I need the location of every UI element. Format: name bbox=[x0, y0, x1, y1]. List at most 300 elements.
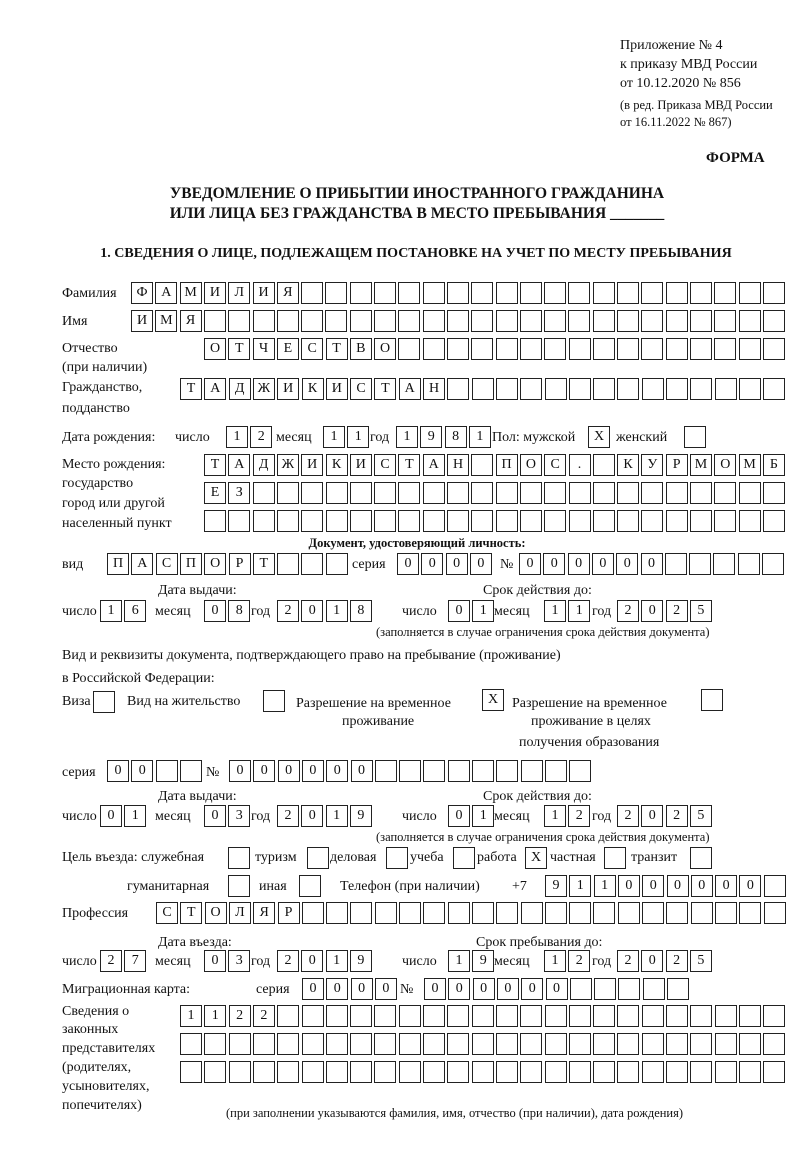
char-box[interactable]: 2 bbox=[617, 600, 639, 622]
char-box[interactable] bbox=[375, 902, 397, 924]
char-box[interactable] bbox=[642, 378, 664, 400]
char-box[interactable]: 0 bbox=[351, 978, 373, 1000]
char-box[interactable]: 0 bbox=[616, 553, 638, 575]
char-box[interactable] bbox=[253, 1033, 275, 1055]
char-box[interactable]: Н bbox=[423, 378, 445, 400]
char-box[interactable] bbox=[520, 338, 542, 360]
char-box[interactable] bbox=[423, 760, 445, 782]
char-box[interactable]: 0 bbox=[326, 760, 348, 782]
char-box[interactable] bbox=[641, 310, 663, 332]
char-box[interactable] bbox=[762, 553, 784, 575]
char-box[interactable] bbox=[641, 482, 663, 504]
char-box[interactable]: У bbox=[641, 454, 663, 476]
char-box[interactable] bbox=[593, 282, 615, 304]
char-box[interactable] bbox=[666, 282, 688, 304]
char-box[interactable] bbox=[277, 310, 299, 332]
char-box[interactable] bbox=[350, 1061, 372, 1083]
char-box[interactable]: П bbox=[496, 454, 518, 476]
char-box[interactable] bbox=[618, 902, 640, 924]
char-box[interactable]: 0 bbox=[448, 805, 470, 827]
char-box[interactable] bbox=[641, 282, 663, 304]
char-box[interactable]: 0 bbox=[543, 553, 565, 575]
char-box[interactable] bbox=[423, 282, 445, 304]
char-box[interactable] bbox=[423, 902, 445, 924]
char-box[interactable] bbox=[666, 1061, 688, 1083]
char-box[interactable] bbox=[715, 378, 737, 400]
char-box[interactable]: 2 bbox=[277, 600, 299, 622]
char-box[interactable] bbox=[277, 1033, 299, 1055]
char-box[interactable]: Т bbox=[204, 454, 226, 476]
char-box[interactable] bbox=[448, 760, 470, 782]
char-box[interactable]: 8 bbox=[445, 426, 467, 448]
char-box[interactable] bbox=[617, 338, 639, 360]
char-box[interactable]: 0 bbox=[131, 760, 153, 782]
char-box[interactable] bbox=[253, 482, 275, 504]
char-box[interactable] bbox=[398, 338, 420, 360]
char-box[interactable] bbox=[386, 847, 408, 869]
char-box[interactable]: П bbox=[180, 553, 202, 575]
char-box[interactable]: О bbox=[204, 338, 226, 360]
char-box[interactable]: 0 bbox=[351, 760, 373, 782]
char-box[interactable]: А bbox=[131, 553, 153, 575]
char-box[interactable] bbox=[545, 1061, 567, 1083]
char-box[interactable] bbox=[399, 1033, 421, 1055]
char-box[interactable] bbox=[496, 310, 518, 332]
char-box[interactable]: 1 bbox=[568, 600, 590, 622]
char-box[interactable]: К bbox=[617, 454, 639, 476]
char-box[interactable]: 0 bbox=[253, 760, 275, 782]
char-box[interactable]: О bbox=[204, 553, 226, 575]
char-box[interactable] bbox=[496, 902, 518, 924]
char-box[interactable] bbox=[447, 1061, 469, 1083]
char-box[interactable] bbox=[689, 553, 711, 575]
char-box[interactable] bbox=[301, 282, 323, 304]
char-box[interactable] bbox=[228, 310, 250, 332]
char-box[interactable]: 9 bbox=[350, 950, 372, 972]
char-box[interactable]: Я bbox=[253, 902, 275, 924]
char-box[interactable]: 9 bbox=[350, 805, 372, 827]
char-box[interactable] bbox=[447, 482, 469, 504]
char-box[interactable] bbox=[423, 310, 445, 332]
char-box[interactable]: 2 bbox=[666, 805, 688, 827]
char-box[interactable]: Б bbox=[763, 454, 785, 476]
char-box[interactable]: 0 bbox=[715, 875, 737, 897]
char-box[interactable]: Т bbox=[180, 378, 202, 400]
char-box[interactable] bbox=[593, 378, 615, 400]
char-box[interactable] bbox=[641, 338, 663, 360]
char-box[interactable]: Т bbox=[326, 338, 348, 360]
char-box[interactable] bbox=[593, 1033, 615, 1055]
char-box[interactable] bbox=[690, 282, 712, 304]
char-box[interactable] bbox=[568, 282, 590, 304]
char-box[interactable] bbox=[156, 760, 178, 782]
char-box[interactable] bbox=[350, 902, 372, 924]
char-box[interactable]: 0 bbox=[691, 875, 713, 897]
char-box[interactable] bbox=[763, 310, 785, 332]
char-box[interactable]: И bbox=[301, 454, 323, 476]
char-box[interactable]: М bbox=[180, 282, 202, 304]
char-box[interactable]: 2 bbox=[568, 805, 590, 827]
char-box[interactable]: 1 bbox=[180, 1005, 202, 1027]
char-box[interactable]: 1 bbox=[594, 875, 616, 897]
char-box[interactable]: 1 bbox=[544, 950, 566, 972]
char-box[interactable]: 1 bbox=[448, 950, 470, 972]
char-box[interactable]: К bbox=[302, 378, 324, 400]
char-box[interactable] bbox=[350, 1033, 372, 1055]
char-box[interactable] bbox=[714, 282, 736, 304]
char-box[interactable]: 0 bbox=[278, 760, 300, 782]
char-box[interactable] bbox=[593, 1005, 615, 1027]
char-box[interactable] bbox=[350, 310, 372, 332]
char-box[interactable] bbox=[447, 282, 469, 304]
char-box[interactable] bbox=[690, 1005, 712, 1027]
char-box[interactable]: Л bbox=[229, 902, 251, 924]
char-box[interactable] bbox=[520, 310, 542, 332]
char-box[interactable] bbox=[471, 338, 493, 360]
char-box[interactable] bbox=[714, 338, 736, 360]
char-box[interactable] bbox=[667, 978, 689, 1000]
char-box[interactable] bbox=[666, 378, 688, 400]
char-box[interactable]: 0 bbox=[424, 978, 446, 1000]
char-box[interactable] bbox=[545, 1033, 567, 1055]
char-box[interactable] bbox=[301, 510, 323, 532]
char-box[interactable]: 1 bbox=[226, 426, 248, 448]
char-box[interactable]: П bbox=[107, 553, 129, 575]
char-box[interactable]: X bbox=[588, 426, 610, 448]
char-box[interactable] bbox=[423, 1061, 445, 1083]
char-box[interactable] bbox=[447, 378, 469, 400]
char-box[interactable] bbox=[690, 510, 712, 532]
char-box[interactable] bbox=[520, 1005, 542, 1027]
char-box[interactable] bbox=[423, 1005, 445, 1027]
char-box[interactable] bbox=[739, 310, 761, 332]
char-box[interactable]: Д bbox=[229, 378, 251, 400]
char-box[interactable] bbox=[374, 482, 396, 504]
char-box[interactable] bbox=[569, 482, 591, 504]
char-box[interactable]: 0 bbox=[100, 805, 122, 827]
char-box[interactable]: 0 bbox=[301, 950, 323, 972]
char-box[interactable]: Ж bbox=[253, 378, 275, 400]
char-box[interactable] bbox=[739, 378, 761, 400]
char-box[interactable]: 0 bbox=[421, 553, 443, 575]
char-box[interactable] bbox=[204, 1033, 226, 1055]
char-box[interactable] bbox=[617, 1061, 639, 1083]
char-box[interactable] bbox=[399, 760, 421, 782]
char-box[interactable]: И bbox=[253, 282, 275, 304]
char-box[interactable]: 0 bbox=[497, 978, 519, 1000]
char-box[interactable] bbox=[472, 1061, 494, 1083]
char-box[interactable]: 0 bbox=[641, 805, 663, 827]
char-box[interactable] bbox=[453, 847, 475, 869]
char-box[interactable]: О bbox=[205, 902, 227, 924]
char-box[interactable] bbox=[569, 378, 591, 400]
char-box[interactable]: Л bbox=[228, 282, 250, 304]
char-box[interactable] bbox=[326, 553, 348, 575]
char-box[interactable] bbox=[568, 310, 590, 332]
char-box[interactable] bbox=[763, 1033, 785, 1055]
char-box[interactable]: 2 bbox=[277, 950, 299, 972]
char-box[interactable]: Р bbox=[229, 553, 251, 575]
char-box[interactable] bbox=[715, 902, 737, 924]
char-box[interactable] bbox=[496, 482, 518, 504]
char-box[interactable]: 6 bbox=[124, 600, 146, 622]
char-box[interactable]: 1 bbox=[326, 600, 348, 622]
char-box[interactable] bbox=[447, 310, 469, 332]
char-box[interactable] bbox=[472, 378, 494, 400]
char-box[interactable] bbox=[447, 1033, 469, 1055]
char-box[interactable] bbox=[739, 510, 761, 532]
char-box[interactable]: О bbox=[714, 454, 736, 476]
char-box[interactable]: Т bbox=[180, 902, 202, 924]
char-box[interactable] bbox=[472, 760, 494, 782]
char-box[interactable] bbox=[299, 875, 321, 897]
char-box[interactable] bbox=[763, 1061, 785, 1083]
char-box[interactable] bbox=[617, 482, 639, 504]
char-box[interactable] bbox=[471, 454, 493, 476]
char-box[interactable]: Т bbox=[374, 378, 396, 400]
char-box[interactable] bbox=[684, 426, 706, 448]
char-box[interactable] bbox=[604, 847, 626, 869]
char-box[interactable] bbox=[350, 1005, 372, 1027]
char-box[interactable]: 7 bbox=[124, 950, 146, 972]
char-box[interactable]: 0 bbox=[448, 978, 470, 1000]
char-box[interactable]: 0 bbox=[642, 875, 664, 897]
char-box[interactable] bbox=[423, 1033, 445, 1055]
char-box[interactable]: 0 bbox=[592, 553, 614, 575]
char-box[interactable] bbox=[715, 1061, 737, 1083]
char-box[interactable]: 0 bbox=[397, 553, 419, 575]
char-box[interactable] bbox=[350, 482, 372, 504]
char-box[interactable] bbox=[326, 510, 348, 532]
char-box[interactable] bbox=[326, 902, 348, 924]
char-box[interactable] bbox=[301, 553, 323, 575]
char-box[interactable] bbox=[496, 1033, 518, 1055]
char-box[interactable] bbox=[398, 310, 420, 332]
char-box[interactable] bbox=[520, 1061, 542, 1083]
char-box[interactable]: М bbox=[739, 454, 761, 476]
char-box[interactable]: В bbox=[350, 338, 372, 360]
char-box[interactable] bbox=[398, 282, 420, 304]
char-box[interactable] bbox=[666, 510, 688, 532]
char-box[interactable]: 1 bbox=[323, 426, 345, 448]
char-box[interactable] bbox=[545, 378, 567, 400]
char-box[interactable] bbox=[545, 902, 567, 924]
char-box[interactable] bbox=[763, 282, 785, 304]
char-box[interactable] bbox=[423, 482, 445, 504]
char-box[interactable]: 0 bbox=[302, 760, 324, 782]
char-box[interactable] bbox=[569, 1061, 591, 1083]
char-box[interactable] bbox=[643, 978, 665, 1000]
char-box[interactable]: 0 bbox=[302, 978, 324, 1000]
char-box[interactable]: С bbox=[156, 902, 178, 924]
char-box[interactable]: М bbox=[690, 454, 712, 476]
char-box[interactable]: И bbox=[204, 282, 226, 304]
char-box[interactable] bbox=[739, 1005, 761, 1027]
char-box[interactable] bbox=[763, 510, 785, 532]
char-box[interactable] bbox=[714, 510, 736, 532]
char-box[interactable]: 2 bbox=[229, 1005, 251, 1027]
char-box[interactable] bbox=[666, 338, 688, 360]
char-box[interactable] bbox=[399, 902, 421, 924]
char-box[interactable]: 0 bbox=[446, 553, 468, 575]
char-box[interactable]: 2 bbox=[666, 600, 688, 622]
char-box[interactable] bbox=[471, 282, 493, 304]
char-box[interactable] bbox=[93, 691, 115, 713]
char-box[interactable] bbox=[763, 338, 785, 360]
char-box[interactable]: 2 bbox=[617, 805, 639, 827]
char-box[interactable] bbox=[593, 510, 615, 532]
char-box[interactable]: . bbox=[569, 454, 591, 476]
char-box[interactable]: 1 bbox=[472, 600, 494, 622]
char-box[interactable] bbox=[447, 510, 469, 532]
char-box[interactable] bbox=[423, 510, 445, 532]
char-box[interactable] bbox=[739, 338, 761, 360]
char-box[interactable] bbox=[447, 1005, 469, 1027]
char-box[interactable] bbox=[763, 482, 785, 504]
char-box[interactable] bbox=[569, 760, 591, 782]
char-box[interactable]: Д bbox=[253, 454, 275, 476]
char-box[interactable] bbox=[180, 1061, 202, 1083]
char-box[interactable]: 0 bbox=[204, 600, 226, 622]
char-box[interactable] bbox=[520, 1033, 542, 1055]
char-box[interactable] bbox=[326, 1033, 348, 1055]
char-box[interactable] bbox=[374, 1061, 396, 1083]
char-box[interactable] bbox=[325, 310, 347, 332]
char-box[interactable] bbox=[714, 482, 736, 504]
char-box[interactable] bbox=[521, 760, 543, 782]
char-box[interactable]: А bbox=[204, 378, 226, 400]
char-box[interactable]: 2 bbox=[253, 1005, 275, 1027]
char-box[interactable]: Р bbox=[278, 902, 300, 924]
char-box[interactable] bbox=[739, 1061, 761, 1083]
char-box[interactable] bbox=[326, 1061, 348, 1083]
char-box[interactable] bbox=[399, 1061, 421, 1083]
char-box[interactable]: О bbox=[520, 454, 542, 476]
char-box[interactable] bbox=[642, 902, 664, 924]
char-box[interactable]: Н bbox=[447, 454, 469, 476]
char-box[interactable] bbox=[204, 510, 226, 532]
char-box[interactable] bbox=[593, 454, 615, 476]
char-box[interactable] bbox=[617, 1005, 639, 1027]
char-box[interactable]: 0 bbox=[546, 978, 568, 1000]
char-box[interactable] bbox=[642, 1033, 664, 1055]
char-box[interactable] bbox=[520, 378, 542, 400]
char-box[interactable] bbox=[496, 338, 518, 360]
char-box[interactable] bbox=[301, 310, 323, 332]
char-box[interactable] bbox=[569, 1005, 591, 1027]
char-box[interactable]: И bbox=[350, 454, 372, 476]
char-box[interactable]: 0 bbox=[521, 978, 543, 1000]
char-box[interactable] bbox=[690, 482, 712, 504]
char-box[interactable]: И bbox=[277, 378, 299, 400]
char-box[interactable] bbox=[569, 1033, 591, 1055]
char-box[interactable] bbox=[666, 482, 688, 504]
char-box[interactable]: 9 bbox=[420, 426, 442, 448]
char-box[interactable] bbox=[472, 1005, 494, 1027]
char-box[interactable] bbox=[593, 482, 615, 504]
char-box[interactable] bbox=[713, 553, 735, 575]
char-box[interactable] bbox=[374, 1033, 396, 1055]
char-box[interactable]: 1 bbox=[544, 600, 566, 622]
char-box[interactable] bbox=[228, 847, 250, 869]
char-box[interactable]: 0 bbox=[107, 760, 129, 782]
char-box[interactable] bbox=[375, 760, 397, 782]
char-box[interactable] bbox=[307, 847, 329, 869]
char-box[interactable]: А bbox=[423, 454, 445, 476]
char-box[interactable]: 1 bbox=[347, 426, 369, 448]
char-box[interactable]: 3 bbox=[228, 950, 250, 972]
char-box[interactable]: М bbox=[155, 310, 177, 332]
char-box[interactable] bbox=[496, 1061, 518, 1083]
char-box[interactable] bbox=[471, 310, 493, 332]
char-box[interactable] bbox=[642, 1061, 664, 1083]
char-box[interactable]: 0 bbox=[301, 600, 323, 622]
char-box[interactable] bbox=[665, 553, 687, 575]
char-box[interactable] bbox=[277, 1061, 299, 1083]
char-box[interactable]: 0 bbox=[641, 600, 663, 622]
char-box[interactable]: 5 bbox=[690, 805, 712, 827]
char-box[interactable] bbox=[204, 1061, 226, 1083]
char-box[interactable]: Т bbox=[253, 553, 275, 575]
char-box[interactable]: X bbox=[482, 689, 504, 711]
char-box[interactable] bbox=[520, 510, 542, 532]
char-box[interactable] bbox=[763, 378, 785, 400]
char-box[interactable] bbox=[617, 282, 639, 304]
char-box[interactable]: Ч bbox=[253, 338, 275, 360]
char-box[interactable]: 1 bbox=[396, 426, 418, 448]
char-box[interactable] bbox=[690, 378, 712, 400]
char-box[interactable]: 0 bbox=[326, 978, 348, 1000]
char-box[interactable] bbox=[398, 482, 420, 504]
char-box[interactable]: 1 bbox=[544, 805, 566, 827]
char-box[interactable] bbox=[302, 1005, 324, 1027]
char-box[interactable] bbox=[641, 510, 663, 532]
char-box[interactable] bbox=[701, 689, 723, 711]
char-box[interactable] bbox=[180, 760, 202, 782]
char-box[interactable] bbox=[228, 510, 250, 532]
char-box[interactable]: 0 bbox=[301, 805, 323, 827]
char-box[interactable] bbox=[569, 510, 591, 532]
char-box[interactable] bbox=[690, 1061, 712, 1083]
char-box[interactable] bbox=[690, 338, 712, 360]
char-box[interactable] bbox=[618, 978, 640, 1000]
char-box[interactable]: 1 bbox=[326, 950, 348, 972]
char-box[interactable] bbox=[764, 902, 786, 924]
char-box[interactable] bbox=[739, 282, 761, 304]
char-box[interactable]: З bbox=[228, 482, 250, 504]
char-box[interactable] bbox=[374, 1005, 396, 1027]
char-box[interactable]: С bbox=[374, 454, 396, 476]
char-box[interactable] bbox=[472, 902, 494, 924]
char-box[interactable] bbox=[739, 482, 761, 504]
char-box[interactable] bbox=[593, 338, 615, 360]
char-box[interactable]: 1 bbox=[204, 1005, 226, 1027]
char-box[interactable] bbox=[569, 902, 591, 924]
char-box[interactable]: С bbox=[156, 553, 178, 575]
char-box[interactable]: 9 bbox=[545, 875, 567, 897]
char-box[interactable] bbox=[570, 978, 592, 1000]
char-box[interactable] bbox=[617, 510, 639, 532]
char-box[interactable]: 8 bbox=[228, 600, 250, 622]
char-box[interactable] bbox=[496, 1005, 518, 1027]
char-box[interactable]: 0 bbox=[470, 553, 492, 575]
char-box[interactable]: С bbox=[544, 454, 566, 476]
char-box[interactable]: 9 bbox=[472, 950, 494, 972]
char-box[interactable]: О bbox=[374, 338, 396, 360]
char-box[interactable] bbox=[520, 482, 542, 504]
char-box[interactable]: А bbox=[228, 454, 250, 476]
char-box[interactable]: 0 bbox=[229, 760, 251, 782]
